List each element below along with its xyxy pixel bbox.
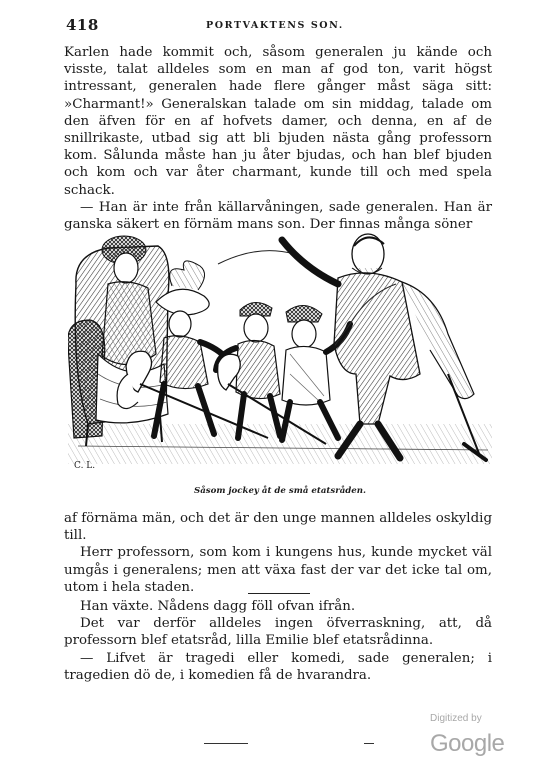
section-divider [248, 593, 310, 594]
google-logo: Google [430, 730, 505, 757]
body-text-after-illustration [64, 510, 492, 596]
paragraph: — Lifvet är tragedi eller komedi, sade generalen; i tragedien dö de, i komedien få de hvarandra. [64, 650, 492, 683]
body-text-final [64, 598, 492, 684]
engraving-image [68, 224, 492, 472]
digitized-watermark [430, 712, 560, 758]
body-text-top [64, 44, 492, 233]
page-number: 418 [66, 16, 99, 34]
footer-rule [204, 743, 248, 744]
paragraph: af förnäma män, och det är den unge mannen alldeles oskyldig till. [64, 511, 493, 544]
paragraph: Det var derför alldeles ingen öfverraskning, att, då professorn blef etatsråd, lilla Emilie blef etatsrådinna. [64, 616, 492, 649]
illustration [68, 224, 492, 472]
paragraph: — Han är inte från källarvåningen, sade generalen. Han är ganska säkert en förnäm mans son. Der finnas många söner [64, 199, 492, 233]
paragraph: Han växte. Nådens dagg föll ofvan ifrån. [80, 599, 356, 614]
paragraph: Karlen hade kommit och, såsom generalen ju kände och visste, talat alldeles som en man af god ton, varit högst intressant, generalen hade flere gånger måst säga sitt: »Charmant!» Generalskan talade om sin middag, talade om den äfven för en af hofvets damer, och denna, en af de snillrikaste, utbad sig att bli bjuden nästa gång professorn kom. Sålunda måste han ju åter bjudas, och han blef bjuden och kom och var åter charmant, kunde till och med spela schack. [64, 45, 492, 198]
paragraph: Herr professorn, som kom i kungens hus, kunde mycket väl umgås i generalens; men att växa fast der var det icke tal om, utom i hela staden. [64, 545, 492, 595]
page-header [66, 16, 486, 36]
watermark-prefix: Digitized by [430, 713, 482, 724]
illustration-caption: Såsom jockey åt de små etatsråden. [193, 486, 367, 496]
running-title: PORTVAKTENS SON. [206, 20, 344, 31]
illustrator-signature: C. L. [74, 461, 96, 471]
footer-rule [364, 743, 374, 744]
